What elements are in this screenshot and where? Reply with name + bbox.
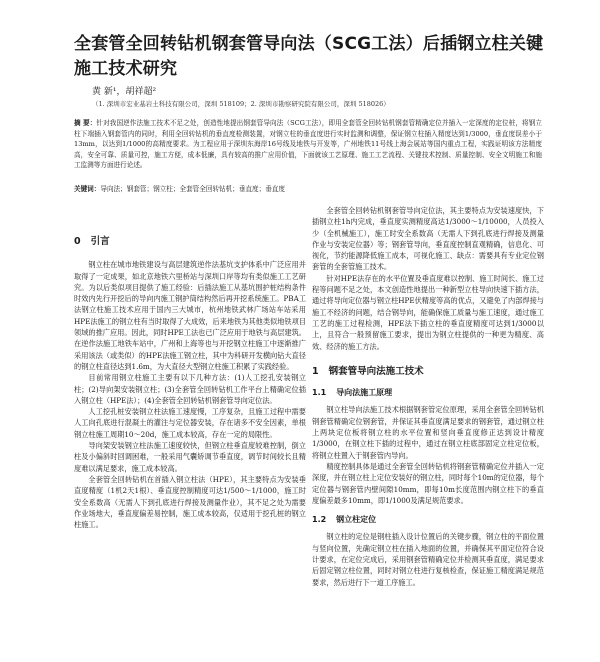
subsection-title: 钢立柱定位: [336, 515, 377, 525]
section-number: 1: [312, 365, 319, 377]
subsection-heading-1-1: [312, 387, 544, 398]
paragraph: 人工挖孔桩安装钢立柱法施工速度慢，工序复杂，且施工过程中需要人工向孔底进行混凝土的灌注与定位器安装，存在诸多不安全因素，单根钢立柱施工周期10～20d，施工成本较高，存在一定的局限性。: [74, 407, 306, 439]
right-column: [312, 205, 544, 588]
section-title: 引言: [90, 236, 110, 247]
affiliation: （1. 深圳市宏业基岩土科技有限公司，深圳 518109；2. 深圳市勘察研究院有限公司，深圳 518026）: [92, 100, 390, 108]
paragraph: 导向架安装钢立柱法施工速度较快，但钢立柱垂直度较难控制，倒立柱及小偏斜时回调困难，一般采用气囊矫调节垂直度，调节时间较长且精度难以满足要求，施工成本较高。: [74, 441, 306, 473]
subsection-title: 导向法施工原理: [336, 388, 393, 398]
paper-title: 全套管全回转钻机钢套管导向法（SCG工法）后插钢立柱关键施工技术研究: [74, 34, 544, 79]
subsection-heading-1-2: [312, 514, 544, 525]
paragraph: 全套管全回转钻机钢套管导向定位法，其主要特点为安装速度快，下插钢立柱1h内完成，垂直度实测精度高达1/3000～1/10000，人员投入少（全机械施工），施工时安全系数高（无需人下到孔底进行焊接及测量作业与安装定位器）等；钢套管导向，垂直度控制直观精确，信息化、可视化，节约能源降低施工成本，可视化施工、缺点：需要具有专业定位钢套管的全套管施工技术。: [312, 206, 544, 272]
subsection-number: 1.1: [312, 388, 327, 398]
left-column: [74, 208, 306, 530]
paragraph: 钢立柱在城市地铁建设与高层建筑逆作法基坑支护体系中广泛应用并取得了一定成果，如北京地铁六里桥站与深圳口岸等均有类似施工工艺研究。为以后类似项目提供了施工经验：后插法施工从基坑围护桩结构条件时效内先行开挖后的导向内施工钢护筒结构然后再开挖系统施工。PBA工法钢立柱施工技术应用于国内三大城市，杭州地铁武林广场站车站采用HPE法施工的钢立柱有当时取得了大成效，后来地铁为其他类似地铁项目领域的推广应用。因此，同时HPE工法也已广泛应用于地铁与高层建筑。在逆作法施工地铁车站中，广州和上海等也与开挖钢立柱施工中逐渐推广采用该法（或类似）的HPE法施工钢立柱，其中为科研开发横向钻大直径的钢立柱直径达到1.6m，为大直径大型钢立柱施工积累了实践经验。: [74, 260, 306, 371]
subsection-number: 1.2: [312, 515, 327, 525]
abstract-text: 针对我国逆作法施工技术不足之处，创造性地提出钢套管导向法（SCG工法），即用全套管全回转钻机钢套管精确定位并插入一定深度的定位桩，将钢立柱下端插入钢套管内的同时，利用全回转钻机的垂直度检测装置，对钢立柱的垂直度进行实时监测和调整，保证钢立柱插入精度达到1/3000，垂直度误差小于13mm，以达到1/1000的高精度要求。为工程应用于深圳东海岸16号线及地铁与开发等，广州地铁11号线上海会展站等国内重点工程，实践证明该方法精度高，安全可靠、质量可控，施工方便，成本低廉，具有较高的推广应用价值，下面就该工艺原理、施工工艺流程、关键技术控制、质量控制、安全文明施工和施工监测等方面进行论述。: [74, 119, 543, 170]
section-heading-intro: [74, 236, 306, 247]
keywords-label: 关键词：: [74, 185, 101, 193]
section-heading-1: [312, 366, 544, 377]
authors: 黄 新¹，胡祥超²: [92, 87, 157, 97]
keywords-text: 导向法；钢套管；钢立柱；全套管全回转钻机；垂直度；垂直度: [100, 185, 285, 193]
section-title: 钢套管导向法施工技术: [328, 365, 424, 377]
section-number: 0: [74, 236, 81, 247]
paragraph: 目前常用钢立柱施工主要有以下几种方法：(1)人工挖孔安装钢立柱；(2)导向架安装钢立柱；(3)全套管全回转钻机工作平台上精确定位插入钢立柱（HPE法）；(4)全套管全回转钻机钢套管导向定位法。: [74, 373, 306, 405]
paragraph: 钢立柱导向法施工技术根据钢套管定位原理，采用全套管全回转钻机钢套管精确定位钢套管，并保证其垂直度满足要求的钢套管，通过钢立柱上两块定位板将钢立柱的水平位置和竖向垂直度修正达到设计精度1/3000，在钢立柱下插的过程中，通过在钢立柱底部固定立柱定位板，将钢立柱置入于钢套管内导向。: [312, 405, 544, 460]
abstract: [74, 118, 542, 171]
paragraph: 全套管全回转钻机在首插入钢立柱法（HPE），其主要特点为安装垂直度精度（1机2天1根）、垂直度控制精度可达1/500～1/1000，施工时安全系数高（无需人下到孔底进行焊接及测量作业），其不足之处为需要作业场地大，垂直度偏差易控制，施工成本较高，仅适用于挖孔桩的钢立柱施工。: [74, 474, 306, 530]
paragraph: 钢立柱的定位是钢柱插入设计位置后的关键步骤，钢立柱的平面位置与竖向位置，先确定钢立柱在插入地面的位置，并确保其平面定位符合设计要求，在定位完成后，采用钢套管精确定位并检测其垂直度，满足要求后固定钢立柱位置，同时对钢立柱进行复核检查，保证施工精度满足规范要求，然后进行下一道工序施工。: [312, 532, 544, 587]
abstract-label: 摘 要：: [74, 119, 97, 127]
paragraph: 针对HPE法存在的水平位置及垂直度难以控制、施工时间长、施工过程等问题不足之处，本文创造性地提出一种新型立柱导向快速下插方法，通过将导向定位器与钢立柱HPE伏精度等高的优点，又避免了内部焊接与施工不经济的问题，结合钢导向，能确保施工质量与施工速度，通过施工工艺的施工过程检测，HPE法下插立柱的垂直度精度可达到1/3000以上，且符合一般预留施工要求，提出为钢立柱提供的一种更为精度、高效、经济的施工方法。: [312, 273, 544, 351]
keywords: [74, 184, 542, 194]
paragraph: 精度控制具体是通过全套管全回转钻机将钢套管精确定位并插入一定深度，并在钢立柱上定位安装好的钢立柱，同时每个10m的定位器，每个定位器与钢套管内壁间隙10mm，即每10m长度范围内钢立柱下的垂直度偏差最多10mm，即1/1000及满足规范要求。: [312, 461, 544, 505]
